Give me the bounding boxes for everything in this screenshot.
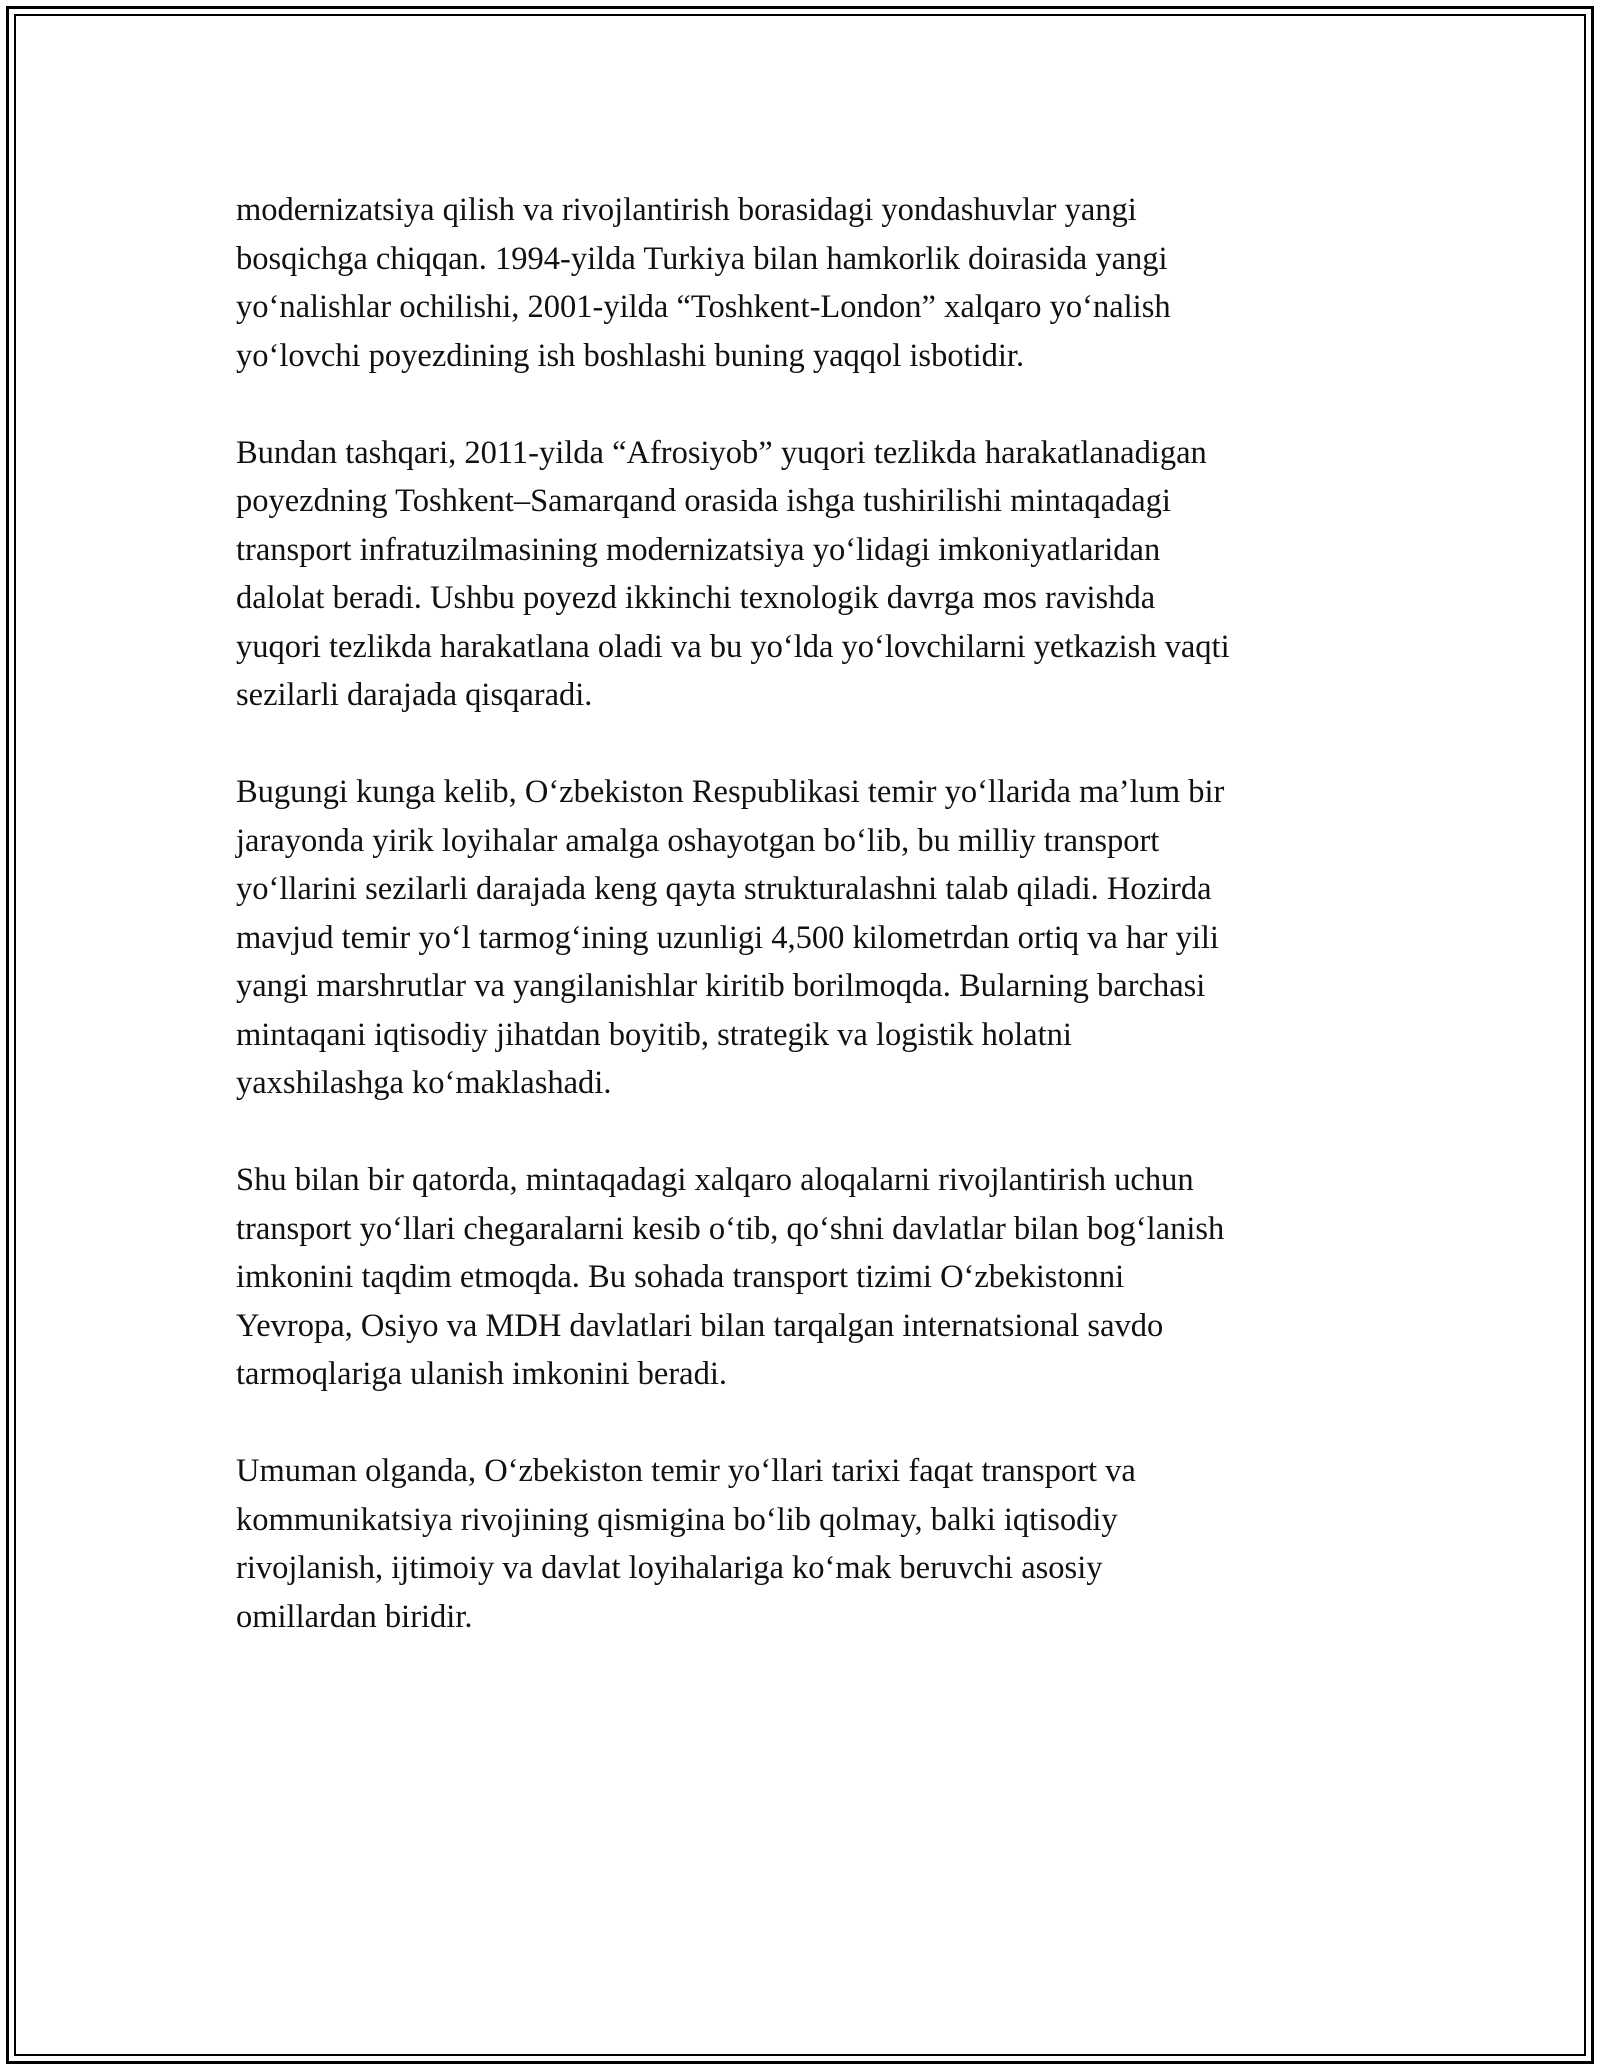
- text-line: transport yo‘llari chegaralarni kesib o‘tib, qo‘shni davlatlar bilan bog‘lanish: [236, 1210, 1225, 1247]
- text-line: yuqori tezlikda harakatlana oladi va bu yo‘lda yo‘lovchilarni yetkazish vaqti: [236, 628, 1230, 665]
- text-line: mintaqani iqtisodiy jihatdan boyitib, strategik va logistik holatni: [236, 1016, 1072, 1053]
- text-line: yaxshilashga ko‘maklashadi.: [236, 1065, 612, 1101]
- text-line: omillardan biridir.: [236, 1598, 473, 1635]
- text-line: Shu bilan bir qatorda, mintaqadagi xalqaro aloqalarni rivojlantirish uchun: [236, 1162, 1194, 1198]
- text-line: imkonini taqdim etmoqda. Bu sohada transport tizimi O‘zbekistonni: [236, 1259, 1125, 1295]
- text-line: Umuman olganda, O‘zbekiston temir yo‘llari tarixi faqat transport va: [236, 1453, 1136, 1489]
- paragraph: [236, 768, 1396, 1108]
- text-line: dalolat beradi. Ushbu poyezd ikkinchi texnologik davrga mos ravishda: [236, 580, 1156, 616]
- text-line: sezilarli darajada qisqaradi.: [236, 677, 593, 713]
- paragraph: [236, 1156, 1396, 1399]
- text-line: Bugungi kunga kelib, O‘zbekiston Respublikasi temir yo‘llarida ma’lum bir: [236, 774, 1225, 810]
- document-body: [236, 186, 1396, 1690]
- text-line: rivojlanish, ijtimoiy va davlat loyihalariga ko‘mak beruvchi asosiy: [236, 1550, 1103, 1586]
- text-line: mavjud temir yo‘l tarmog‘ining uzunligi 4,500 kilometrdan ortiq va har yili: [236, 919, 1219, 956]
- text-line: modernizatsiya qilish va rivojlantirish borasidagi yondashuvlar yangi: [236, 192, 1137, 228]
- text-line: yo‘llarini sezilarli darajada keng qayta strukturalashni talab qiladi. Hozirda: [236, 871, 1212, 907]
- text-line: jarayonda yirik loyihalar amalga oshayotgan bo‘lib, bu milliy transport: [236, 822, 1160, 859]
- paragraph: [236, 429, 1396, 720]
- text-line: kommunikatsiya rivojining qismigina bo‘lib qolmay, balki iqtisodiy: [236, 1501, 1118, 1538]
- text-line: poyezdning Toshkent–Samarqand orasida ishga tushirilishi mintaqadagi: [236, 483, 1171, 519]
- text-line: yangi marshrutlar va yangilanishlar kiritib borilmoqda. Bularning barchasi: [236, 968, 1206, 1004]
- text-line: yo‘nalishlar ochilishi, 2001-yilda “Toshkent-London” xalqaro yo‘nalish: [236, 289, 1171, 325]
- text-line: transport infratuzilmasining modernizatsiya yo‘lidagi imkoniyatlaridan: [236, 531, 1161, 568]
- text-line: Yevropa, Osiyo va MDH davlatlari bilan tarqalgan internatsional savdo: [236, 1307, 1164, 1344]
- paragraph: [236, 1447, 1396, 1641]
- text-line: yo‘lovchi poyezdining ish boshlashi buning yaqqol isbotidir.: [236, 337, 1025, 374]
- text-line: tarmoqlariga ulanish imkonini beradi.: [236, 1356, 727, 1392]
- text-line: Bundan tashqari, 2011-yilda “Afrosiyob” yuqori tezlikda harakatlanadigan: [236, 434, 1207, 471]
- paragraph: [236, 186, 1396, 380]
- text-line: bosqichga chiqqan. 1994-yilda Turkiya bilan hamkorlik doirasida yangi: [236, 240, 1168, 277]
